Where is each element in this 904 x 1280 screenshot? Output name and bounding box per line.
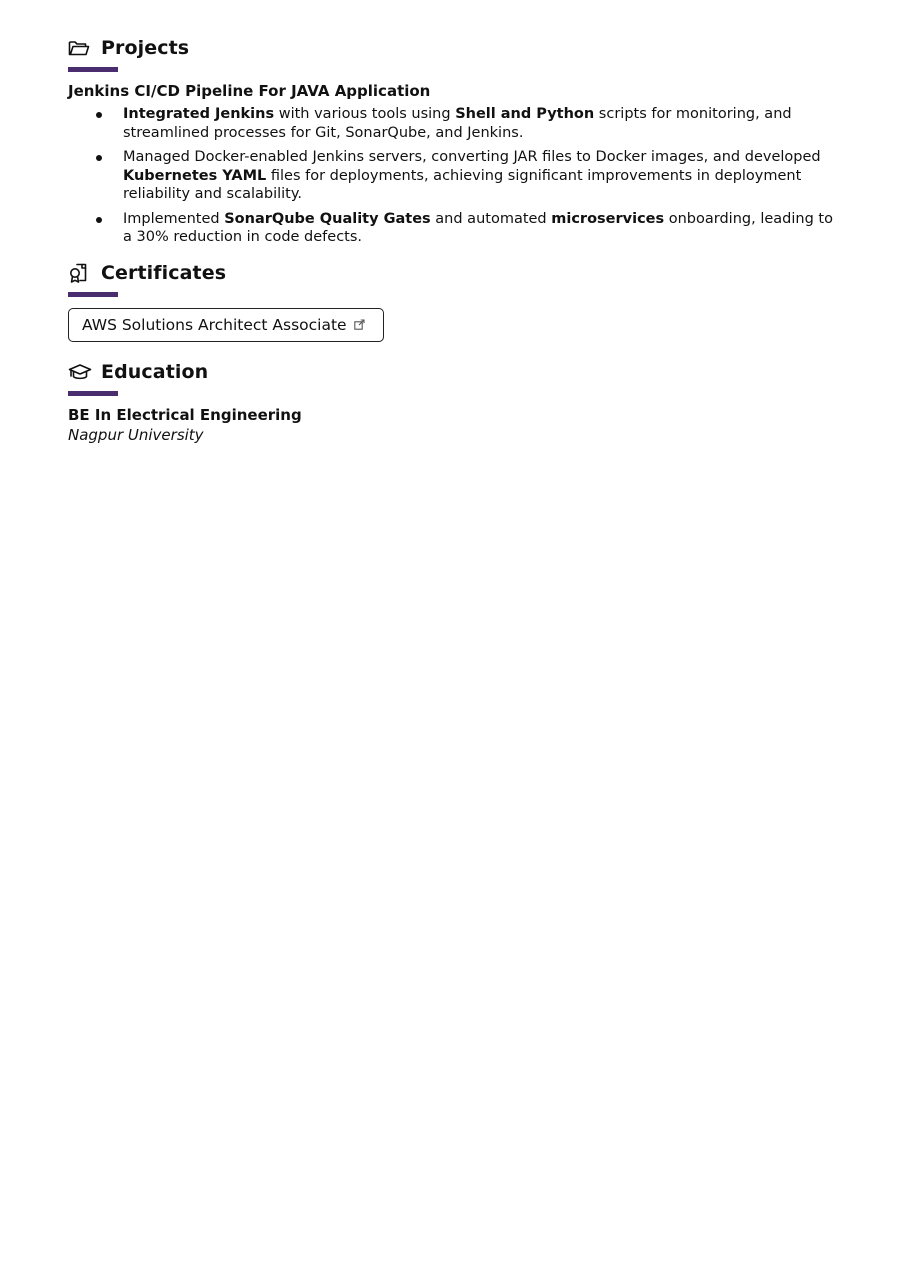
certificate-label: AWS Solutions Architect Associate xyxy=(82,315,347,334)
certificates-title: Certificates xyxy=(101,261,227,284)
certificates-rule xyxy=(68,292,118,297)
projects-title: Projects xyxy=(101,37,190,59)
certificates-section xyxy=(68,261,848,342)
bullet-dot xyxy=(96,217,102,223)
bullet-dot xyxy=(96,155,102,161)
project-bullet-3 xyxy=(68,210,843,247)
external-link-icon xyxy=(354,319,365,330)
resume-page xyxy=(68,36,848,445)
project-title: Jenkins CI/CD Pipeline For JAVA Application xyxy=(68,82,431,100)
projects-heading xyxy=(68,36,848,60)
graduation-cap-icon xyxy=(68,360,92,384)
projects-section xyxy=(68,36,848,247)
project-bullet-1 xyxy=(68,105,843,142)
certificates-heading xyxy=(68,261,848,285)
bullet-text-3: Implemented SonarQube Quality Gates and automated microservices onboarding, leading to a 30% reduction in code defects. xyxy=(123,210,833,245)
education-heading xyxy=(68,360,848,384)
education-title: Education xyxy=(101,360,209,383)
project-bullets xyxy=(68,105,848,247)
bullet-text-2: Managed Docker-enabled Jenkins servers, converting JAR files to Docker images, and developed Kubernetes YAML files for deployments, achieving significant improvements in deployment reliability and scalability. xyxy=(123,149,821,202)
education-section xyxy=(68,360,848,445)
projects-rule xyxy=(68,67,118,72)
certificate-icon xyxy=(68,261,92,285)
project-bullet-2 xyxy=(68,148,843,204)
bullet-text-1: Integrated Jenkins with various tools using Shell and Python scripts for monitoring, and streamlined processes for Git, SonarQube, and Jenkins. xyxy=(123,106,792,141)
education-rule xyxy=(68,391,118,396)
folder-icon xyxy=(68,36,92,60)
certificate-link-aws[interactable] xyxy=(68,308,384,342)
school-name: Nagpur University xyxy=(68,425,204,444)
degree-title: BE In Electrical Engineering xyxy=(68,405,302,424)
bullet-dot xyxy=(96,112,102,118)
